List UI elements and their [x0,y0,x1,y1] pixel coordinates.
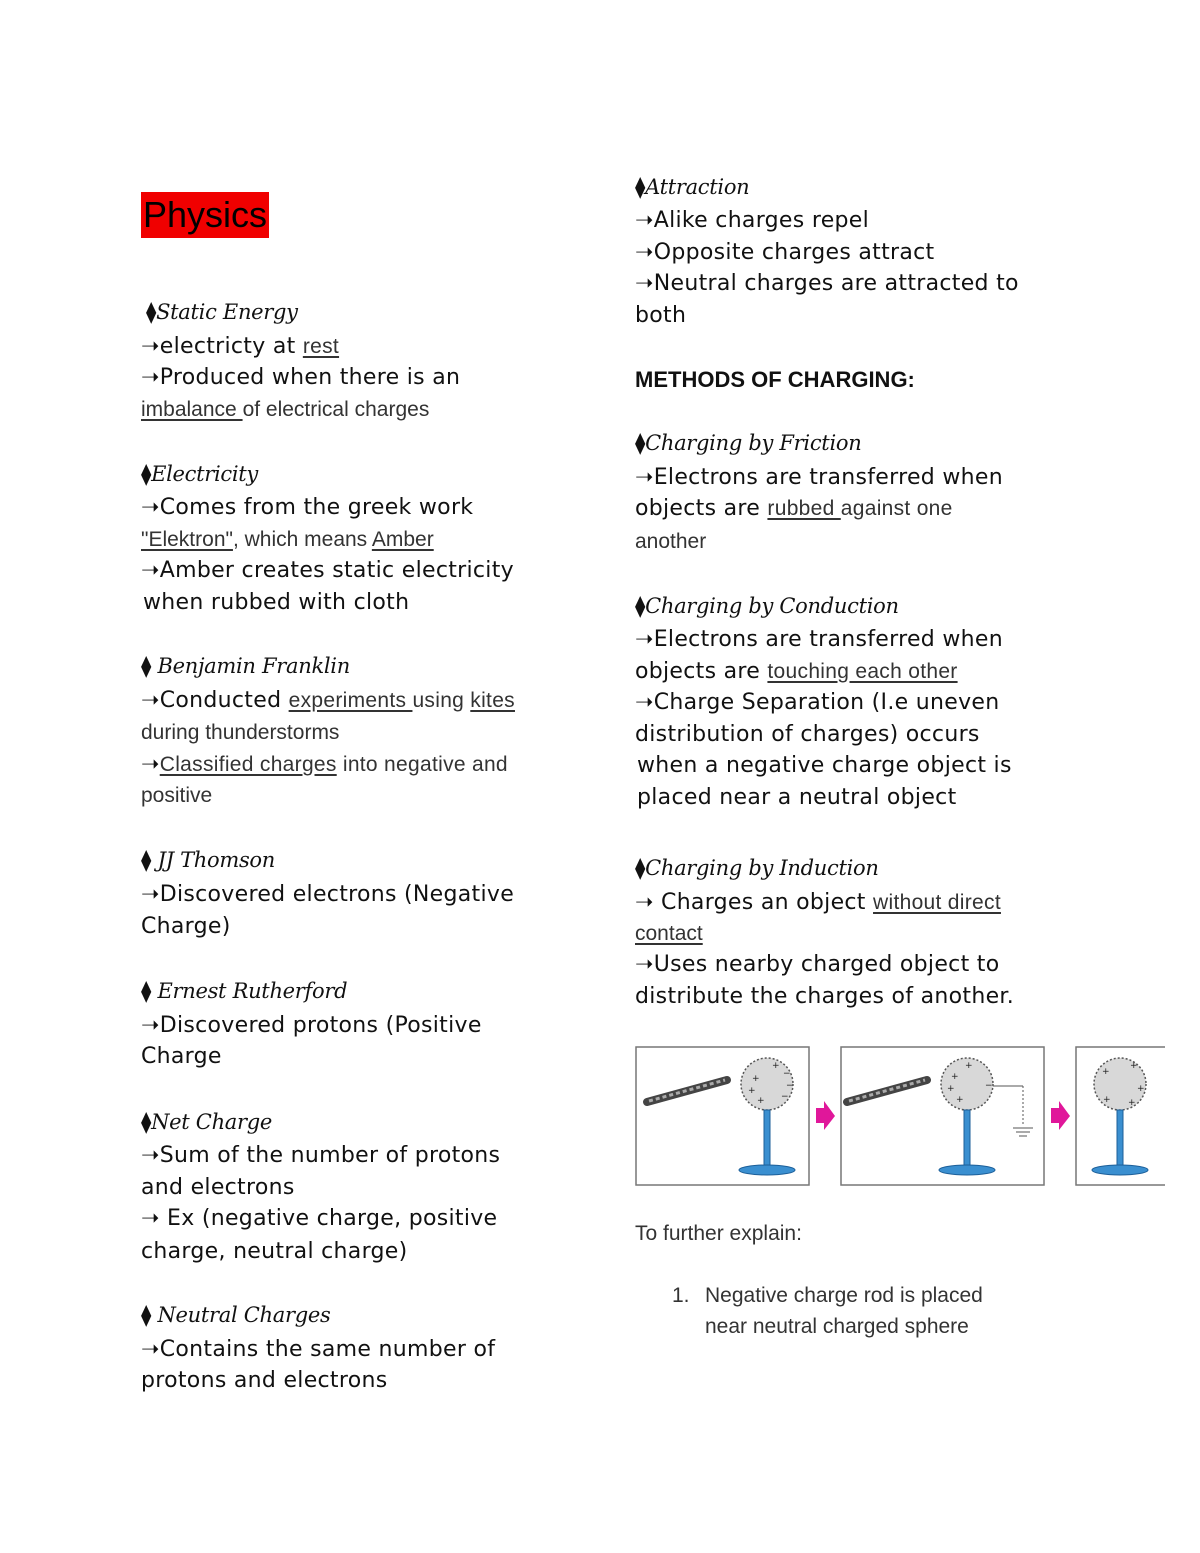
methods-of-charging-heading: METHODS OF CHARGING: [635,367,915,392]
diamond-bullet-icon: ⧫ [141,1110,152,1134]
heading-electricity: ⧫Electricity [141,462,258,486]
charging-by-induction-diagram [635,1046,1165,1188]
heading-charging-by-conduction: ⧫Charging by Conduction [635,594,899,618]
conduction-line1: ➝Electrons are transferred when [635,627,1003,652]
rutherford-line1: ➝Discovered protons (Positive [141,1013,482,1038]
diamond-bullet-icon: ⧫ [635,175,646,199]
franklin-line2: during thunderstorms [141,721,340,744]
electricity-line1: ➝Comes from the greek work [141,495,474,520]
net-charge-line4: charge, neutral charge) [141,1239,408,1264]
heading-neutral-charges: ⧫ Neutral Charges [141,1303,331,1327]
heading-jj-thomson: ⧫ JJ Thomson [141,848,275,872]
induction-line1: ➝ Charges an object without direct [635,890,1001,915]
heading-charging-by-friction: ⧫Charging by Friction [635,431,862,455]
svg-text:−: − [985,1081,993,1091]
conduction-line5: when a negative charge object is [637,753,1012,778]
svg-text:+: + [965,1061,973,1071]
conduction-line4: distribution of charges) occurs [635,722,980,747]
franklin-line1: ➝Conducted experiments using kites [141,688,515,713]
svg-text:+: + [947,1084,955,1094]
svg-text:+: + [748,1086,756,1096]
diagram-panel-3 [1076,1047,1165,1185]
thomson-line2: Charge) [141,914,231,939]
induction-line4: distribute the charges of another. [635,984,1015,1009]
net-charge-line1: ➝Sum of the number of protons [141,1143,501,1168]
diagram-panel-1 [636,1047,809,1185]
svg-text:+: + [1103,1095,1111,1105]
electricity-line4: when rubbed with cloth [143,590,410,615]
heading-static-energy: ⧫Static Energy [146,300,298,324]
static-energy-line1: ➝electricty at rest [141,334,340,359]
diamond-bullet-icon: ⧫ [635,856,646,880]
induction-line2: contact [635,922,703,945]
further-explain-text: To further explain: [635,1222,802,1245]
conduction-line6: placed near a neutral object [637,785,957,810]
friction-line3: another [635,530,707,553]
svg-text:+: + [752,1074,760,1084]
diamond-bullet-icon: ⧫ [141,462,152,486]
neutral-line2: protons and electrons [141,1368,388,1393]
net-charge-line3: ➝ Ex (negative charge, positive [141,1206,498,1231]
franklin-line3: ➝Classified charges into negative and [141,752,508,777]
friction-line1: ➝Electrons are transferred when [635,465,1003,490]
diamond-bullet-icon: ⧫ [141,1303,152,1327]
arrow-right-icon [816,1101,835,1130]
neutral-line1: ➝Contains the same number of [141,1337,496,1362]
induction-line3: ➝Uses nearby charged object to [635,952,1000,977]
svg-text:+: + [1130,1061,1138,1071]
static-energy-line2: ➝Produced when there is an [141,365,461,390]
heading-attraction: ⧫Attraction [635,175,750,199]
friction-line2: objects are rubbed against one [635,496,953,521]
diamond-bullet-icon: ⧫ [635,431,646,455]
svg-text:−: − [783,1069,791,1079]
diamond-bullet-icon: ⧫ [141,979,152,1003]
heading-net-charge: ⧫Net Charge [141,1110,273,1134]
heading-charging-by-induction: ⧫Charging by Induction [635,856,879,880]
static-energy-line3: imbalance of electrical charges [141,398,430,421]
rutherford-line2: Charge [141,1044,222,1069]
diamond-bullet-icon: ⧫ [141,654,152,678]
electricity-line3: ➝Amber creates static electricity [141,558,514,583]
diamond-bullet-icon: ⧫ [141,848,152,872]
svg-text:+: + [757,1096,765,1106]
diamond-bullet-icon: ⧫ [635,594,646,618]
diagram-panel-2 [841,1047,1044,1185]
arrow-right-icon [1051,1101,1070,1130]
attraction-line2: ➝Opposite charges attract [635,240,935,265]
thomson-line1: ➝Discovered electrons (Negative [141,882,515,907]
stand-base [739,1165,795,1175]
attraction-line3: ➝Neutral charges are attracted to [635,271,1019,296]
list-item-line1: Negative charge rod is placed [705,1284,983,1307]
stand-pole [764,1110,770,1168]
net-charge-line2: and electrons [141,1175,295,1200]
svg-text:+: + [951,1072,959,1082]
heading-benjamin-franklin: ⧫ Benjamin Franklin [141,654,350,678]
svg-text:+: + [956,1095,964,1105]
svg-text:+: + [1102,1067,1110,1077]
list-item-number: 1. [672,1284,690,1307]
electricity-line2: "Elektron", which means Amber [141,528,434,551]
svg-text:+: + [1137,1084,1145,1094]
heading-ernest-rutherford: ⧫ Ernest Rutherford [141,979,348,1003]
conduction-line2: objects are touching each other [635,659,958,684]
page-title: Physics [141,192,269,238]
svg-text:−: − [781,1092,789,1102]
attraction-line1: ➝Alike charges repel [635,208,870,233]
conduction-line3: ➝Charge Separation (I.e uneven [635,690,1000,715]
svg-text:+: + [772,1061,780,1071]
svg-text:−: − [786,1081,794,1091]
diamond-bullet-icon: ⧫ [146,300,157,324]
attraction-line4: both [635,303,687,328]
franklin-line4: positive [141,784,213,807]
svg-text:+: + [1128,1098,1136,1108]
list-item-line2: near neutral charged sphere [705,1315,969,1338]
